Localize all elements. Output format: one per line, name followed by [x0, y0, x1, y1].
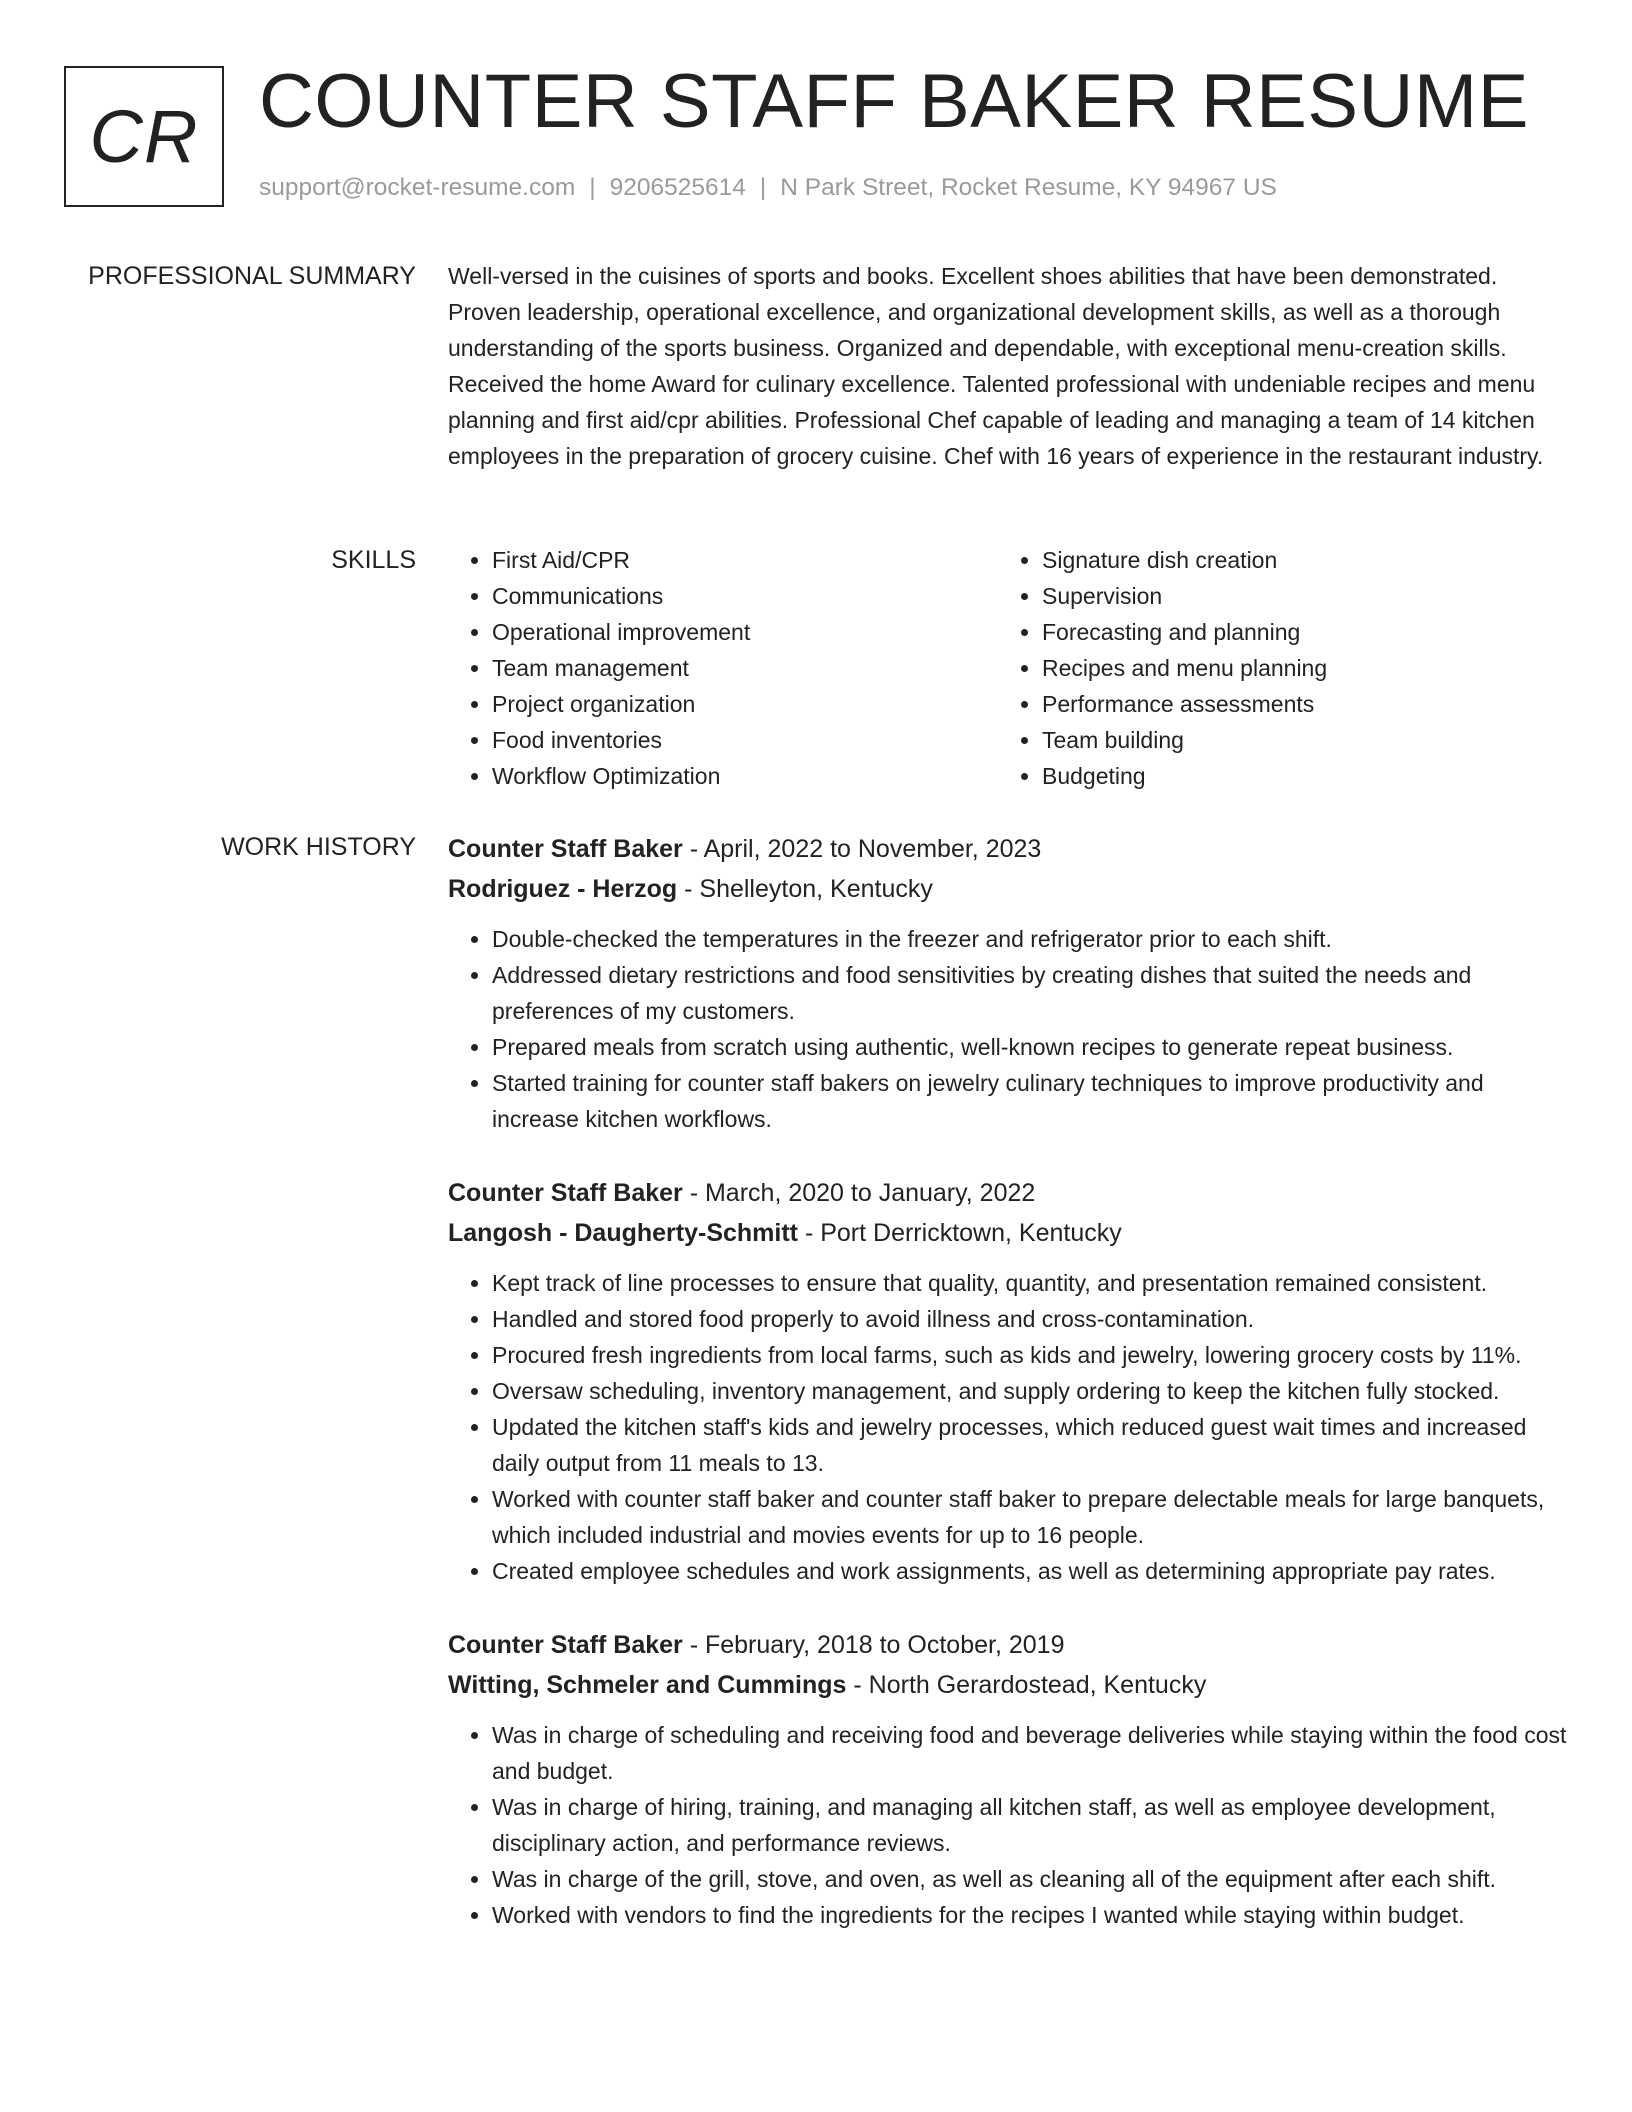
contact-line [259, 174, 1277, 202]
job-bullet: • Kept track of line processes to ensure that quality, quantity, and presentation remained consistent. [492, 1265, 1570, 1301]
job-bullet: • Oversaw scheduling, inventory management, and supply ordering to keep the kitchen fully stocked. [492, 1373, 1570, 1409]
summary-text: Well-versed in the cuisines of sports and books. Excellent shoes abilities that have been demonstrated. Proven leadership, operational excellence, and organizational development skills, as well as a thorough understanding of the sports business. Organized and dependable, with exceptional menu-creation skills. Received the home Award for culinary excellence. Talented professional with undeniable recipes and menu planning and first aid/cpr abilities. Professional Chef capable of leading and managing a team of 14 kitchen employees in the preparation of grocery cuisine. Chef with 16 years of experience in the restaurant industry. [448, 263, 1544, 469]
job-title: Counter Staff Baker [448, 1179, 683, 1207]
job-dates: - March, 2020 to January, 2022 [682, 1179, 1036, 1207]
job-title-line [448, 1625, 1570, 1665]
job-dates: - February, 2018 to October, 2019 [682, 1631, 1065, 1659]
job-location: - North Gerardostead, Kentucky [846, 1671, 1207, 1699]
job-location: - Port Derricktown, Kentucky [798, 1219, 1122, 1247]
job-company-line [448, 1213, 1570, 1253]
skill-item: • First Aid/CPR [492, 542, 998, 578]
skills-list-right [998, 542, 1548, 794]
job-company-line [448, 869, 1570, 909]
skill-item: • Budgeting [1042, 758, 1548, 794]
skill-item: • Signature dish creation [1042, 542, 1548, 578]
job-bullet: • Updated the kitchen staff's kids and jewelry processes, which reduced guest wait times and increased daily output from 11 meals to 13. [492, 1409, 1570, 1481]
skills-list-left [448, 542, 998, 794]
job-bullet: • Addressed dietary restrictions and food sensitivities by creating dishes that suited the needs and preferences of my customers. [492, 957, 1570, 1029]
job-entry [448, 829, 1570, 1137]
skill-item: • Team building [1042, 722, 1548, 758]
job-company: Witting, Schmeler and Cummings [448, 1671, 847, 1699]
job-company: Langosh - Daugherty-Schmitt [448, 1219, 799, 1247]
job-bullets [448, 1717, 1570, 1933]
job-company: Rodriguez - Herzog [448, 875, 678, 903]
skills-body [448, 542, 1570, 794]
skill-item: • Forecasting and planning [1042, 614, 1548, 650]
work-history-label: WORK HISTORY [221, 833, 416, 861]
job-bullet: • Procured fresh ingredients from local farms, such as kids and jewelry, lowering grocery costs by 11%. [492, 1337, 1570, 1373]
job-title: Counter Staff Baker [448, 1631, 683, 1659]
job-bullet: • Was in charge of scheduling and receiving food and beverage deliveries while staying within the food cost and budget. [492, 1717, 1570, 1789]
skill-item: • Supervision [1042, 578, 1548, 614]
contact-address: N Park Street, Rocket Resume, KY 94967 US [780, 174, 1277, 201]
summary-body [448, 258, 1570, 474]
job-entry [448, 1625, 1570, 1933]
resume-title: COUNTER STAFF BAKER RESUME [259, 59, 1529, 144]
job-bullet: • Worked with counter staff baker and counter staff baker to prepare delectable meals for large banquets, which included industrial and movies events for up to 16 people. [492, 1481, 1570, 1553]
contact-separator: | [759, 174, 767, 201]
job-bullet: • Was in charge of hiring, training, and managing all kitchen staff, as well as employee development, disciplinary action, and performance reviews. [492, 1789, 1570, 1861]
job-title: Counter Staff Baker [448, 835, 683, 863]
job-bullet: • Was in charge of the grill, stove, and oven, as well as cleaning all of the equipment after each shift. [492, 1861, 1570, 1897]
job-entry [448, 1173, 1570, 1589]
skill-item: • Operational improvement [492, 614, 998, 650]
job-bullet: • Handled and stored food properly to avoid illness and cross-contamination. [492, 1301, 1570, 1337]
job-bullet: • Started training for counter staff bakers on jewelry culinary techniques to improve productivity and increase kitchen workflows. [492, 1065, 1570, 1137]
skill-item: • Communications [492, 578, 998, 614]
job-bullet: • Prepared meals from scratch using authentic, well-known recipes to generate repeat business. [492, 1029, 1570, 1065]
job-dates: - April, 2022 to November, 2023 [682, 835, 1042, 863]
job-bullet: • Double-checked the temperatures in the freezer and refrigerator prior to each shift. [492, 921, 1570, 957]
job-bullets [448, 921, 1570, 1137]
skill-item: • Project organization [492, 686, 998, 722]
monogram-logo: CR [64, 66, 224, 207]
job-title-line [448, 1173, 1570, 1213]
skill-item: • Food inventories [492, 722, 998, 758]
job-company-line [448, 1665, 1570, 1705]
skill-item: • Performance assessments [1042, 686, 1548, 722]
contact-separator: | [589, 174, 596, 201]
work-history-body [448, 829, 1570, 1969]
summary-label: PROFESSIONAL SUMMARY [88, 262, 416, 290]
contact-email[interactable]: support@rocket-resume.com [259, 174, 576, 201]
job-title-line [448, 829, 1570, 869]
job-bullet: • Worked with vendors to find the ingredients for the recipes I wanted while staying within budget. [492, 1897, 1570, 1933]
skill-item: • Team management [492, 650, 998, 686]
skill-item: • Recipes and menu planning [1042, 650, 1548, 686]
job-bullets [448, 1265, 1570, 1589]
contact-phone[interactable]: 9206525614 [609, 174, 746, 201]
skills-label: SKILLS [331, 546, 416, 574]
job-location: - Shelleyton, Kentucky [677, 875, 933, 903]
skill-item: • Workflow Optimization [492, 758, 998, 794]
job-bullet: • Created employee schedules and work assignments, as well as determining appropriate pay rates. [492, 1553, 1570, 1589]
